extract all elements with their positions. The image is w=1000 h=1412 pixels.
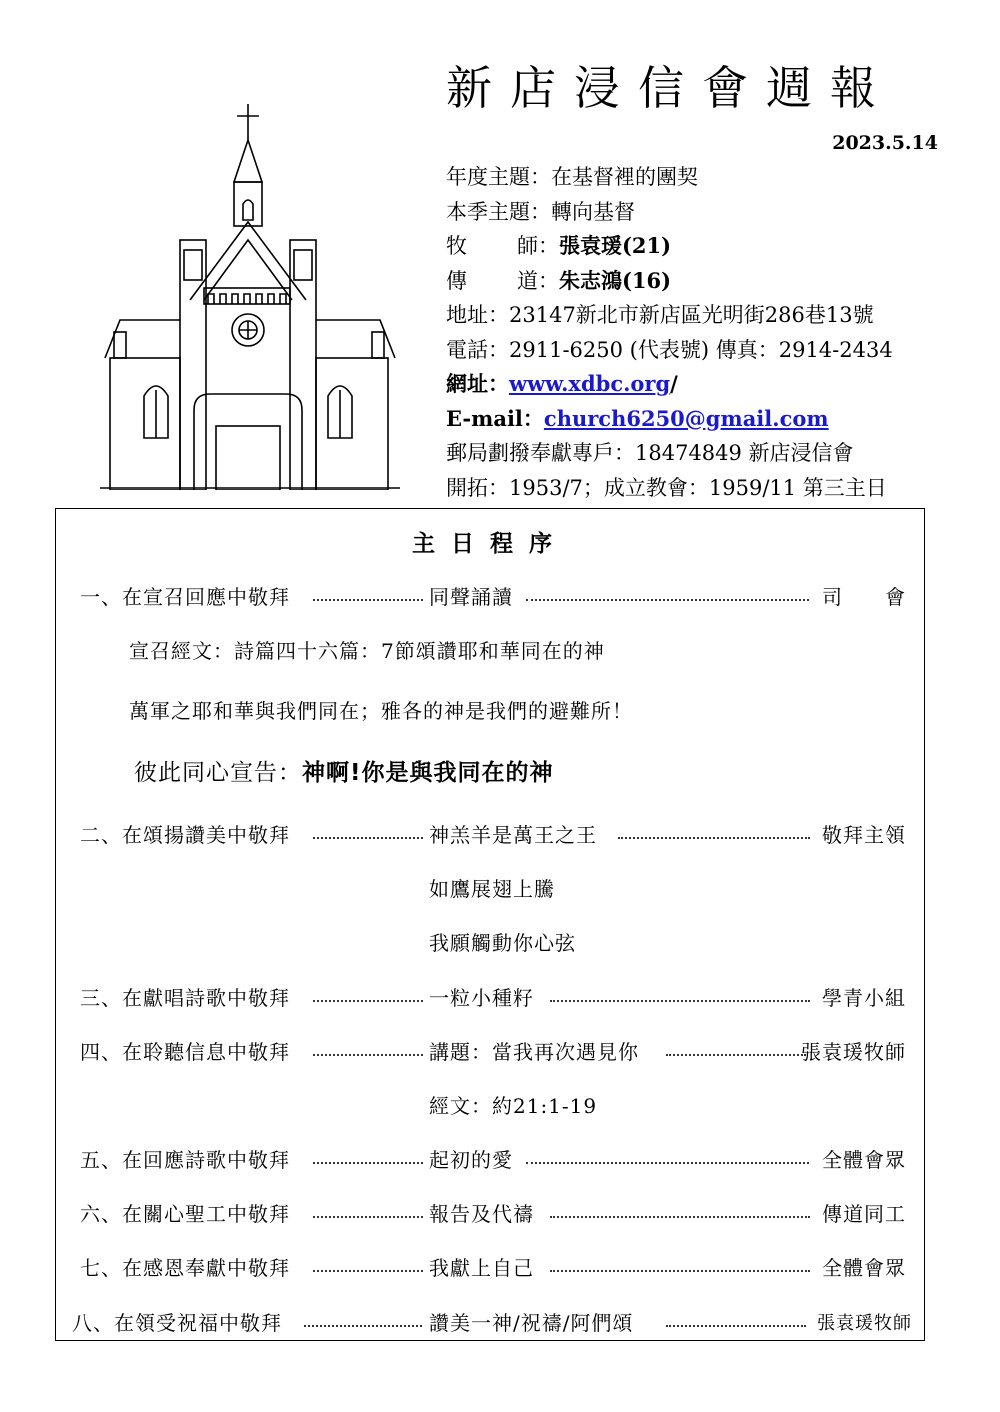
email-link[interactable]: church6250@gmail.com	[543, 405, 829, 431]
item-content: 一粒小種籽	[429, 986, 534, 1010]
item-leader: 司 會	[822, 585, 906, 609]
declaration-label: 彼此同心宣告：	[134, 760, 302, 786]
item-leader: 全體會眾	[822, 1256, 906, 1280]
program-item-3	[56, 982, 924, 1012]
song-3: 我願觸動你心弦	[429, 931, 576, 955]
item-label: 七、在感恩奉獻中敬拜	[80, 1256, 290, 1280]
call-text: 萬軍之耶和華與我們同在；雅各的神是我們的避難所！	[129, 699, 633, 723]
order-of-service	[55, 508, 925, 1341]
item-content: 同聲誦讀	[429, 585, 513, 609]
program-item-2	[56, 819, 924, 849]
item-leader: 傳道同工	[822, 1202, 906, 1226]
bulletin-date: 2023.5.14	[832, 132, 938, 154]
preacher-label-b: 道：	[517, 268, 559, 293]
postal-account: 郵局劃撥奉獻專戶：18474849 新店浸信會	[446, 441, 854, 465]
program-item-8	[56, 1307, 924, 1337]
dot-leader	[313, 837, 423, 839]
item-leader: 敬拜主領	[822, 823, 906, 847]
item-leader: 學青小組	[822, 986, 906, 1010]
song-2: 如鷹展翅上騰	[429, 877, 555, 901]
dot-leader	[526, 599, 809, 601]
item-label: 二、在頌揚讚美中敬拜	[80, 823, 290, 847]
item-label: 一、在宣召回應中敬拜	[80, 585, 290, 609]
item-label: 八、在領受祝福中敬拜	[72, 1311, 282, 1335]
bulletin-title: 新店浸信會週報	[446, 61, 894, 115]
item-label: 四、在聆聽信息中敬拜	[80, 1040, 290, 1064]
item-label: 五、在回應詩歌中敬拜	[80, 1148, 290, 1172]
program-item-6	[56, 1198, 924, 1228]
dot-leader	[666, 1325, 806, 1327]
pastor-label-b: 師：	[517, 234, 559, 258]
dot-leader	[666, 1054, 806, 1056]
dot-leader	[550, 1270, 810, 1272]
website-label: 網址：	[446, 371, 509, 396]
church-info	[446, 160, 893, 505]
dot-leader	[313, 1054, 423, 1056]
website-link[interactable]: www.xdbc.org	[509, 371, 671, 396]
preacher-line	[446, 264, 893, 299]
program-item-5	[56, 1144, 924, 1174]
dot-leader	[313, 1270, 423, 1272]
preacher-name: 朱志鴻(16)	[559, 267, 672, 293]
annual-theme: 年度主題：在基督裡的團契	[446, 165, 698, 189]
website-line	[446, 367, 893, 402]
item-content: 我獻上自己	[429, 1256, 534, 1280]
website-suffix: /	[670, 371, 678, 396]
item-content: 起初的愛	[429, 1148, 513, 1172]
item-leader: 張袁瑗牧師	[817, 1313, 912, 1334]
declaration-text: 神啊!你是與我同在的神	[302, 760, 554, 786]
email-label: E-mail：	[446, 405, 544, 431]
pastor-label-a: 牧	[446, 234, 467, 258]
item-label: 三、在獻唱詩歌中敬拜	[80, 986, 290, 1010]
program-item-7	[56, 1252, 924, 1282]
email-line	[446, 402, 893, 437]
dot-leader	[526, 1162, 809, 1164]
item-content: 神羔羊是萬王之王	[429, 823, 597, 847]
item-content: 講題：當我再次遇見你	[429, 1040, 639, 1064]
dot-leader	[304, 1325, 422, 1327]
item-content: 讚美一神/祝禱/阿們頌	[429, 1311, 634, 1335]
church-illustration	[100, 100, 400, 490]
preacher-label-a: 傳	[446, 268, 467, 293]
pastor-name: 張袁瑗(21)	[559, 233, 672, 258]
program-title: 主日程序	[412, 530, 568, 557]
item-leader: 張袁瑗牧師	[801, 1040, 906, 1064]
dot-leader	[313, 599, 423, 601]
program-item-1	[56, 581, 924, 611]
season-theme: 本季主題：轉向基督	[446, 199, 635, 224]
pastor-line	[446, 229, 893, 264]
call-verse: 宣召經文：詩篇四十六篇：7節頌讚耶和華同在的神	[129, 639, 605, 663]
item-label: 六、在關心聖工中敬拜	[80, 1202, 290, 1226]
scripture: 經文：約21:1-19	[429, 1094, 598, 1118]
address: 地址：23147新北市新店區光明街286巷13號	[446, 303, 874, 327]
program-item-4	[56, 1036, 924, 1066]
dot-leader	[313, 1162, 423, 1164]
dot-leader	[550, 1000, 810, 1002]
dot-leader	[618, 837, 810, 839]
founded: 開拓：1953/7；成立教會：1959/11 第三主日	[446, 475, 887, 500]
dot-leader	[550, 1216, 810, 1218]
dot-leader	[313, 1216, 423, 1218]
declaration	[134, 754, 554, 787]
dot-leader	[313, 1000, 423, 1002]
item-leader: 全體會眾	[822, 1148, 906, 1172]
item-content: 報告及代禱	[429, 1202, 534, 1226]
phone-fax: 電話：2911-6250 (代表號) 傳真：2914-2434	[446, 337, 893, 362]
